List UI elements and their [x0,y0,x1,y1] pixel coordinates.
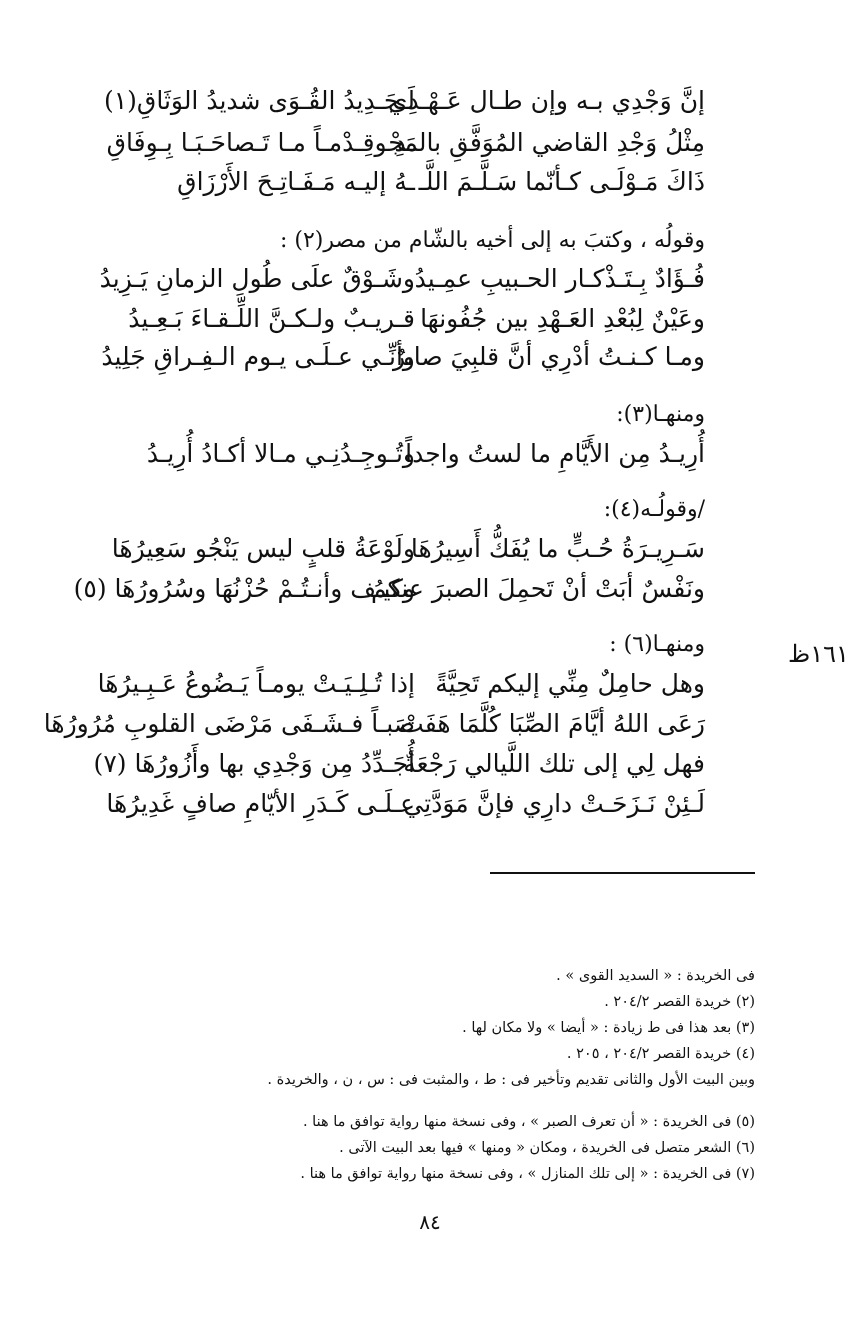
verse-3-1-first-hemistich: أُرِيـدُ مِن الأَيَّامِ ما لستُ واجداً [405,439,705,468]
verse-2-1-first-hemistich: فُـؤَادٌ بِـتَـذْكـار الحـبيبِ عمِـيدُ [414,264,705,293]
verse-1-3-first-hemistich: ذَاكَ مَـوْلَـى كـأنّما سَـلَّـمَ اللَّـ [418,167,705,196]
verse-4-1-second-hemistich: ولَوْعَةُ قلبٍ ليس يَنْجُو سَعِيرُهَا [111,534,415,563]
verse-5-1-first-hemistich: وهل حامِلٌ مِنِّي إليكم تَحِيَّةً [435,669,705,698]
verse-1-1-first-hemistich: إنَّ وَجْدِي بـه وإن طـال عَـهْـدِي [387,86,705,115]
verse-1-1-second-hemistich: لَـجَـدِيدُ القُـوَى شديدُ الوَثَاقِ(١) [103,86,415,115]
folio-margin-note: ١٦١ظ [788,640,849,668]
verse-5-1-second-hemistich: إذا تُـلِـيَـتْ يومـاً يَـضُوعُ عَـبِـيرُهَا [97,669,415,698]
footnote-separator [490,872,755,874]
footnote-4-continued: وبين البيت الأول والثانى تقديم وتأخير فى : ط ، والمثبت فى : س ، ن ، والخريدة . [267,1072,755,1088]
verse-2-1-second-hemistich: وشَـوْقٌ علَى طُولِ الزمانِ يَـزِيدُ [99,264,415,293]
footnote-1: فى الخريدة : « السديد القوى » . [556,968,755,984]
page-number: ٨٤ [419,1210,441,1234]
poem-intro-4: /وقولُـه(٤): [603,497,705,522]
verse-5-3-second-hemistich: أُجَـدِّدُ مِن وَجْدِي بها وأَزُورُهَا (٧) [93,749,415,778]
footnote-5: (٥) فى الخريدة : « أن تعرف الصبر » ، وفى نسخة منها رواية توافق ما هنا . [302,1114,755,1130]
poem-intro-3: ومنهـا(٣): [616,402,705,427]
verse-1-2-second-hemistich: ـدِ وقِـدْمـاً مـا تَـصاحَـبَـا بِـوِفَاقِ [106,128,415,157]
verse-4-2-second-hemistich: وكيـف وأنـتُـمْ حُزْنُهَا وسُرُورُهَا (٥) [73,574,415,603]
footnote-3: (٣) بعد هذا فى ط زيادة : « أيضا » ولا مكان لها . [462,1020,755,1036]
verse-2-2-second-hemistich: قـريـبٌ ولـكـنَّ اللِّـقـاءَ بَـعِـيدُ [128,304,415,333]
verse-5-4-first-hemistich: لَـئِنْ نَـزَحَـتْ دارِي فإنَّ مَوَدَّتِي [403,789,705,818]
verse-3-1-second-hemistich: وتُـوجِـدُنِـي مـالا أكـادُ أُرِيـدُ [146,439,415,468]
footnote-2: (٢) خريدة القصر ٢٠٤/٢ . [604,994,755,1010]
verse-5-3-first-hemistich: فهل لِي إلى تلك اللَّيالي رَجْعَةٌ [403,749,705,778]
verse-2-3-first-hemistich: ومـا كـنـتُ أدْرِي أنَّ قلبِيَ صابرٌ [392,342,705,371]
verse-4-2-first-hemistich: ونَفْسٌ أبَتْ أنْ تَحمِلَ الصبرَ عنكمُ [370,574,705,603]
verse-2-2-first-hemistich: وعَيْنٌ لِبُعْدِ العَـهْدِ بين جُفُونهَا [420,304,705,333]
poem-intro-2: وقولُه ، وكتبَ به إلى أخيه بالشّام من مصر(٢) : [279,228,705,253]
footnote-4: (٤) خريدة القصر ٢٠٤/٢ ، ٢٠٥ . [566,1046,755,1062]
verse-5-2-second-hemistich: صَبـاً فـشَـفَى مَرْضَى القلوبِ مُرُورُهَا [43,709,415,738]
verse-5-4-second-hemistich: عـلَـى كَـدَرِ الأيّامِ صافٍ غَدِيرُهَا [106,789,415,818]
poem-intro-5: ومنهـا(٦) : [609,632,705,657]
footnote-6: (٦) الشعر متصل فى الخريدة ، ومكان « ومنها » فيها بعد البيت الآتى . [339,1140,755,1156]
verse-1-3-second-hemistich: ـهُ إليـه مَـفَـاتِـحَ الأَرْزَاقِ [177,167,415,196]
verse-2-3-second-hemistich: وأنِّـي عـلَـى يـوم الـفِـراقِ جَلِيدُ [101,342,415,371]
verse-1-2-first-hemistich: مِثْلُ وَجْدِ القاضي المُوَفَّقِ بالمَجْـ [380,128,705,157]
verse-5-2-first-hemistich: رَعَى اللهُ أيَّامَ الصِّبَا كُلَّمَا هَفَتْ [400,709,705,738]
footnote-7: (٧) فى الخريدة : « إلى تلك المنازل » ، وفى نسخة منها رواية توافق ما هنا . [300,1166,755,1182]
verse-4-1-first-hemistich: سَـرِيـرَةُ حُـبٍّ ما يُفَكُّ أَسِيرُهَا [410,534,705,563]
